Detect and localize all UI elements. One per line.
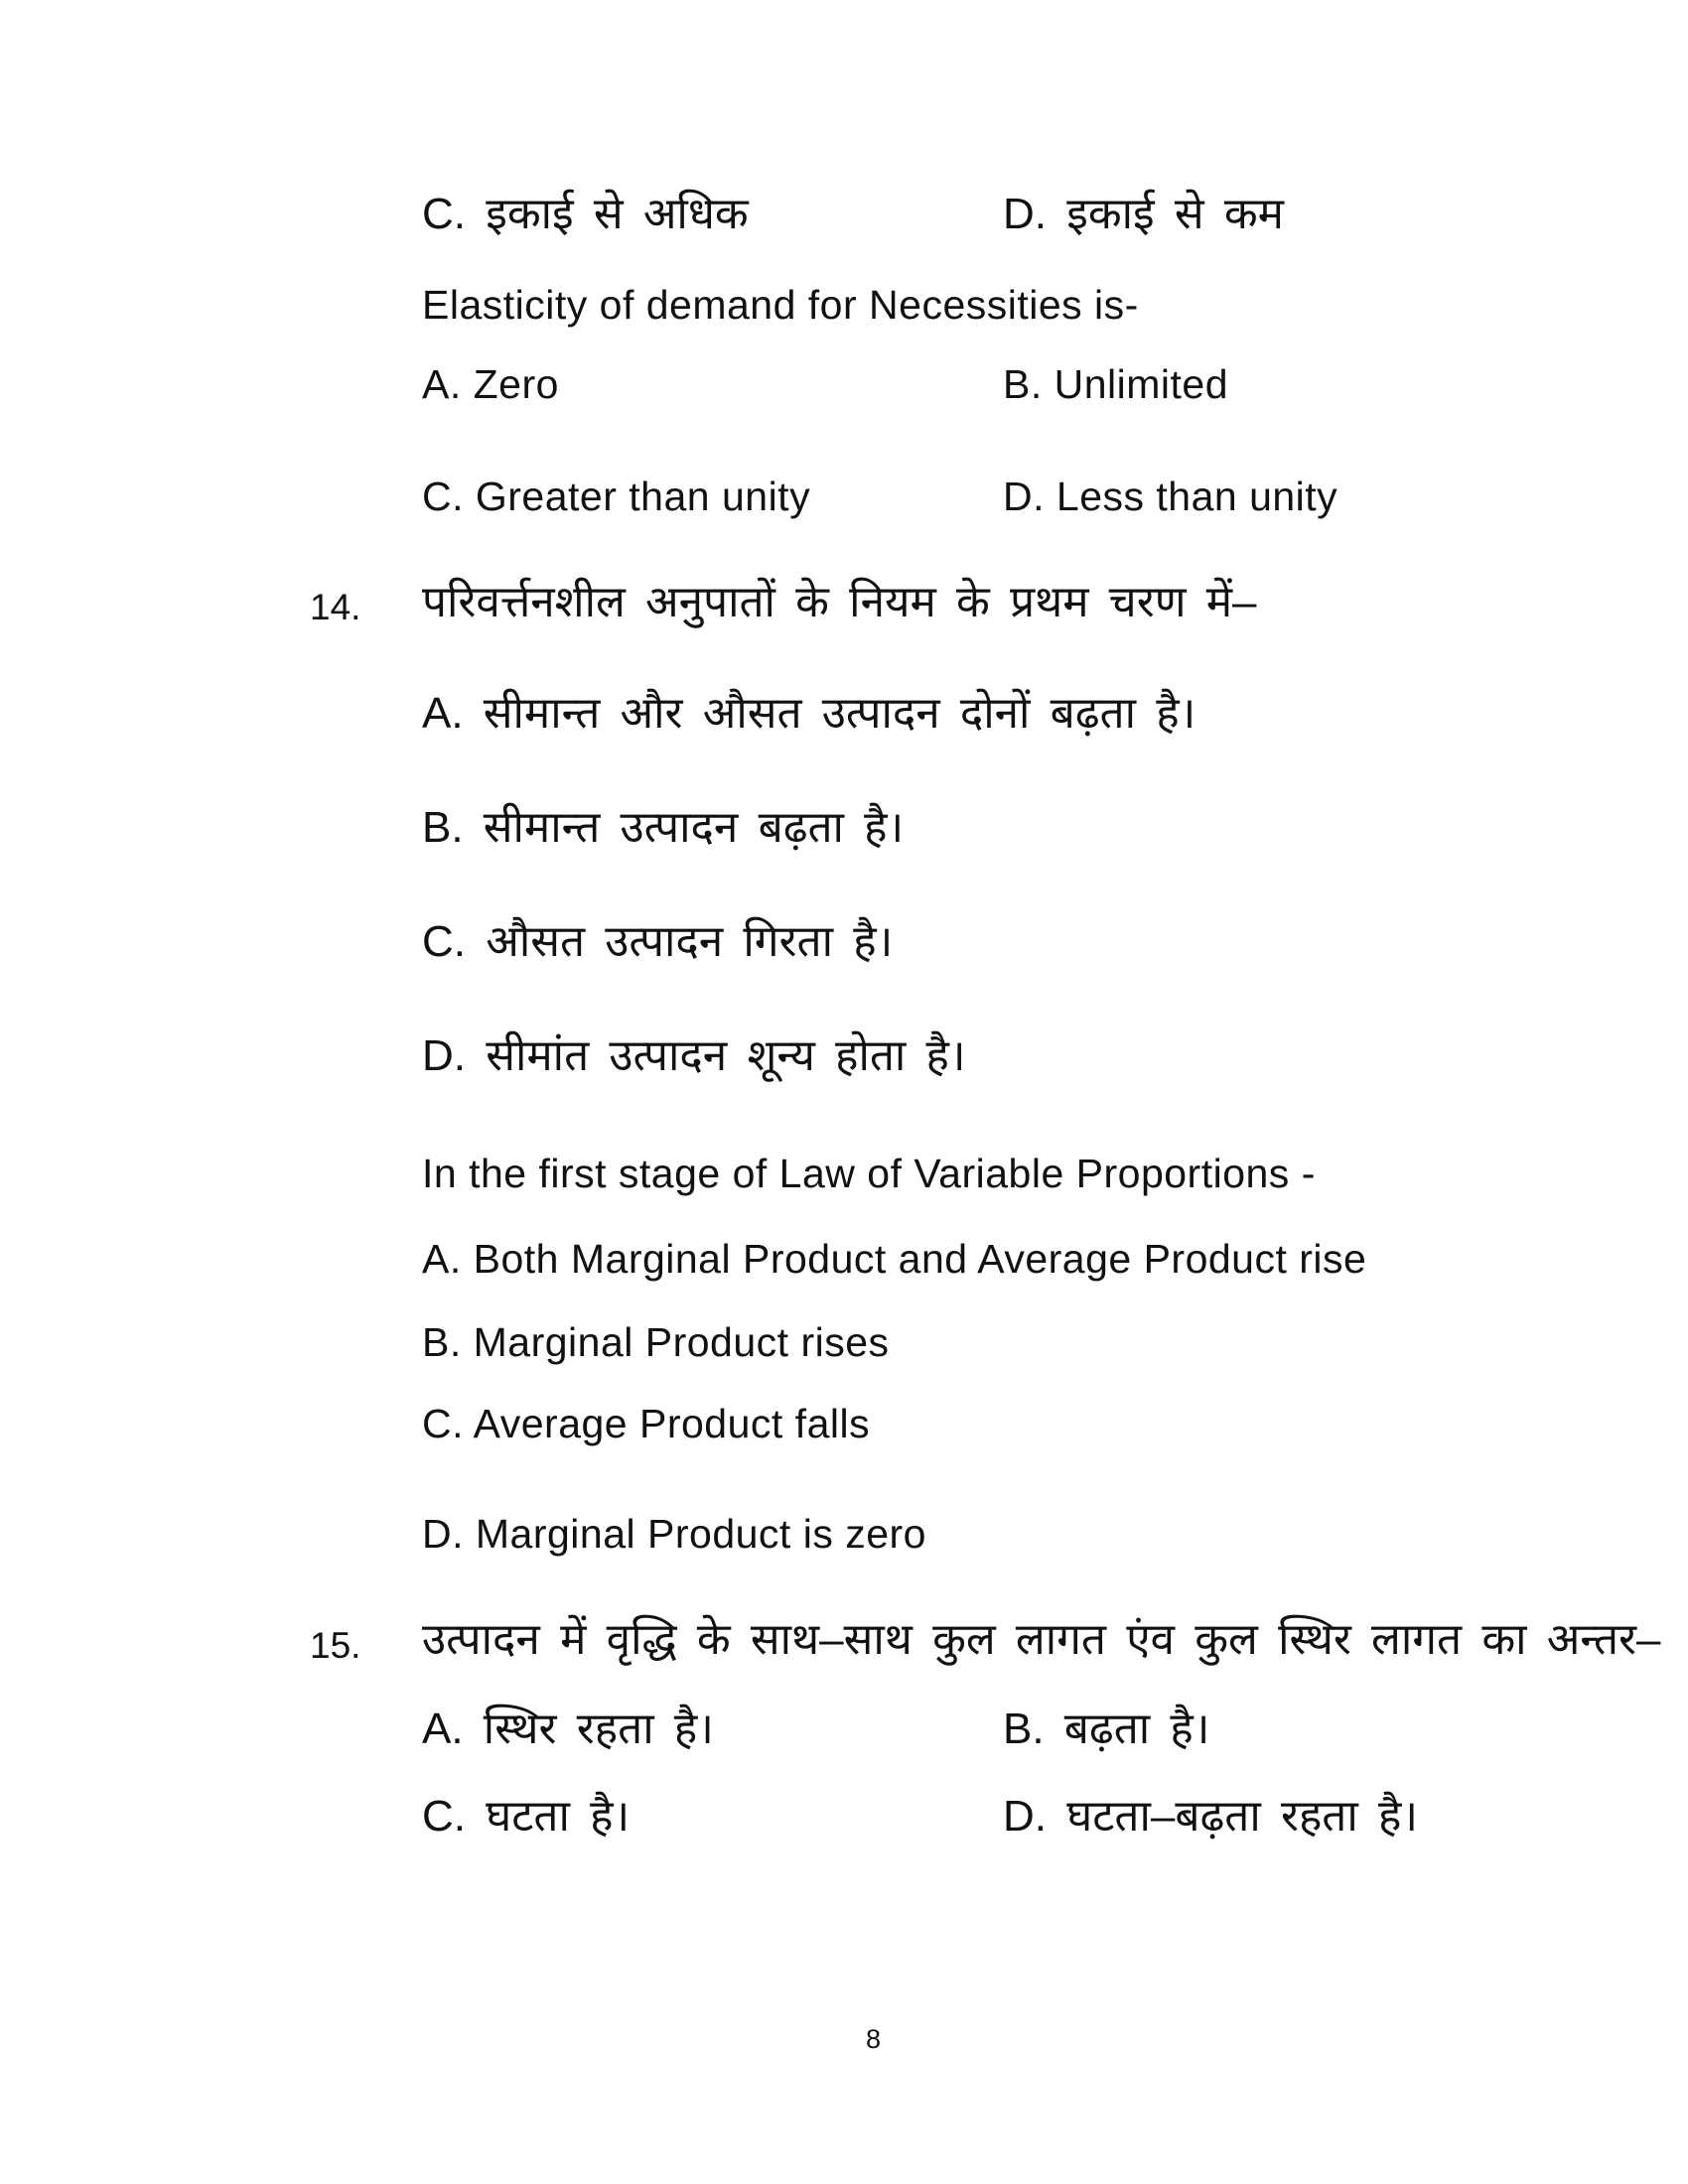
question-14-option-a-hindi: A. सीमान्त और औसत उत्पादन दोनों बढ़ता है। (422, 689, 1196, 738)
question-14-option-b-english: B. Marginal Product rises (422, 1319, 890, 1365)
question-14-stem-hindi: परिवर्त्तनशील अनुपातों के नियम के प्रथम चरण में– (422, 578, 1257, 626)
question-14-option-c-hindi: C. औसत उत्पादन गिरता है। (422, 917, 894, 966)
question-14-number: 14. (310, 587, 361, 627)
question-14-option-d-english: D. Marginal Product is zero (422, 1511, 926, 1557)
question-15-stem-hindi: उत्पादन में वृद्धि के साथ–साथ कुल लागत एंव कुल स्थिर लागत का अन्तर– (422, 1615, 1661, 1664)
question-14-stem-english: In the first stage of Law of Variable Proportions - (422, 1151, 1316, 1196)
question-15-option-b-hindi: B. बढ़ता है। (1003, 1705, 1210, 1753)
question-13-option-b-english: B. Unlimited (1003, 361, 1229, 407)
question-13-option-d-english: D. Less than unity (1003, 474, 1338, 519)
question-13-option-c-english: C. Greater than unity (422, 474, 811, 519)
question-13-option-c-hindi: C. इकाई से अधिक (422, 190, 749, 238)
question-14-option-c-english: C. Average Product falls (422, 1401, 871, 1446)
question-15-option-d-hindi: D. घटता–बढ़ता रहता है। (1003, 1792, 1419, 1841)
question-14-option-b-hindi: B. सीमान्त उत्पादन बढ़ता है। (422, 803, 905, 852)
question-15-number: 15. (310, 1625, 361, 1666)
question-14-option-d-hindi: D. सीमांत उत्पादन शून्य होता है। (422, 1031, 966, 1080)
question-15-option-a-hindi: A. स्थिर रहता है। (422, 1705, 714, 1753)
question-13-stem-english: Elasticity of demand for Necessities is- (422, 282, 1139, 328)
question-14-option-a-english: A. Both Marginal Product and Average Product rise (422, 1236, 1367, 1282)
page-number: 8 (866, 2024, 882, 2054)
question-15-option-c-hindi: C. घटता है। (422, 1792, 631, 1841)
question-13-option-d-hindi: D. इकाई से कम (1003, 190, 1284, 238)
question-13-option-a-english: A. Zero (422, 361, 559, 407)
